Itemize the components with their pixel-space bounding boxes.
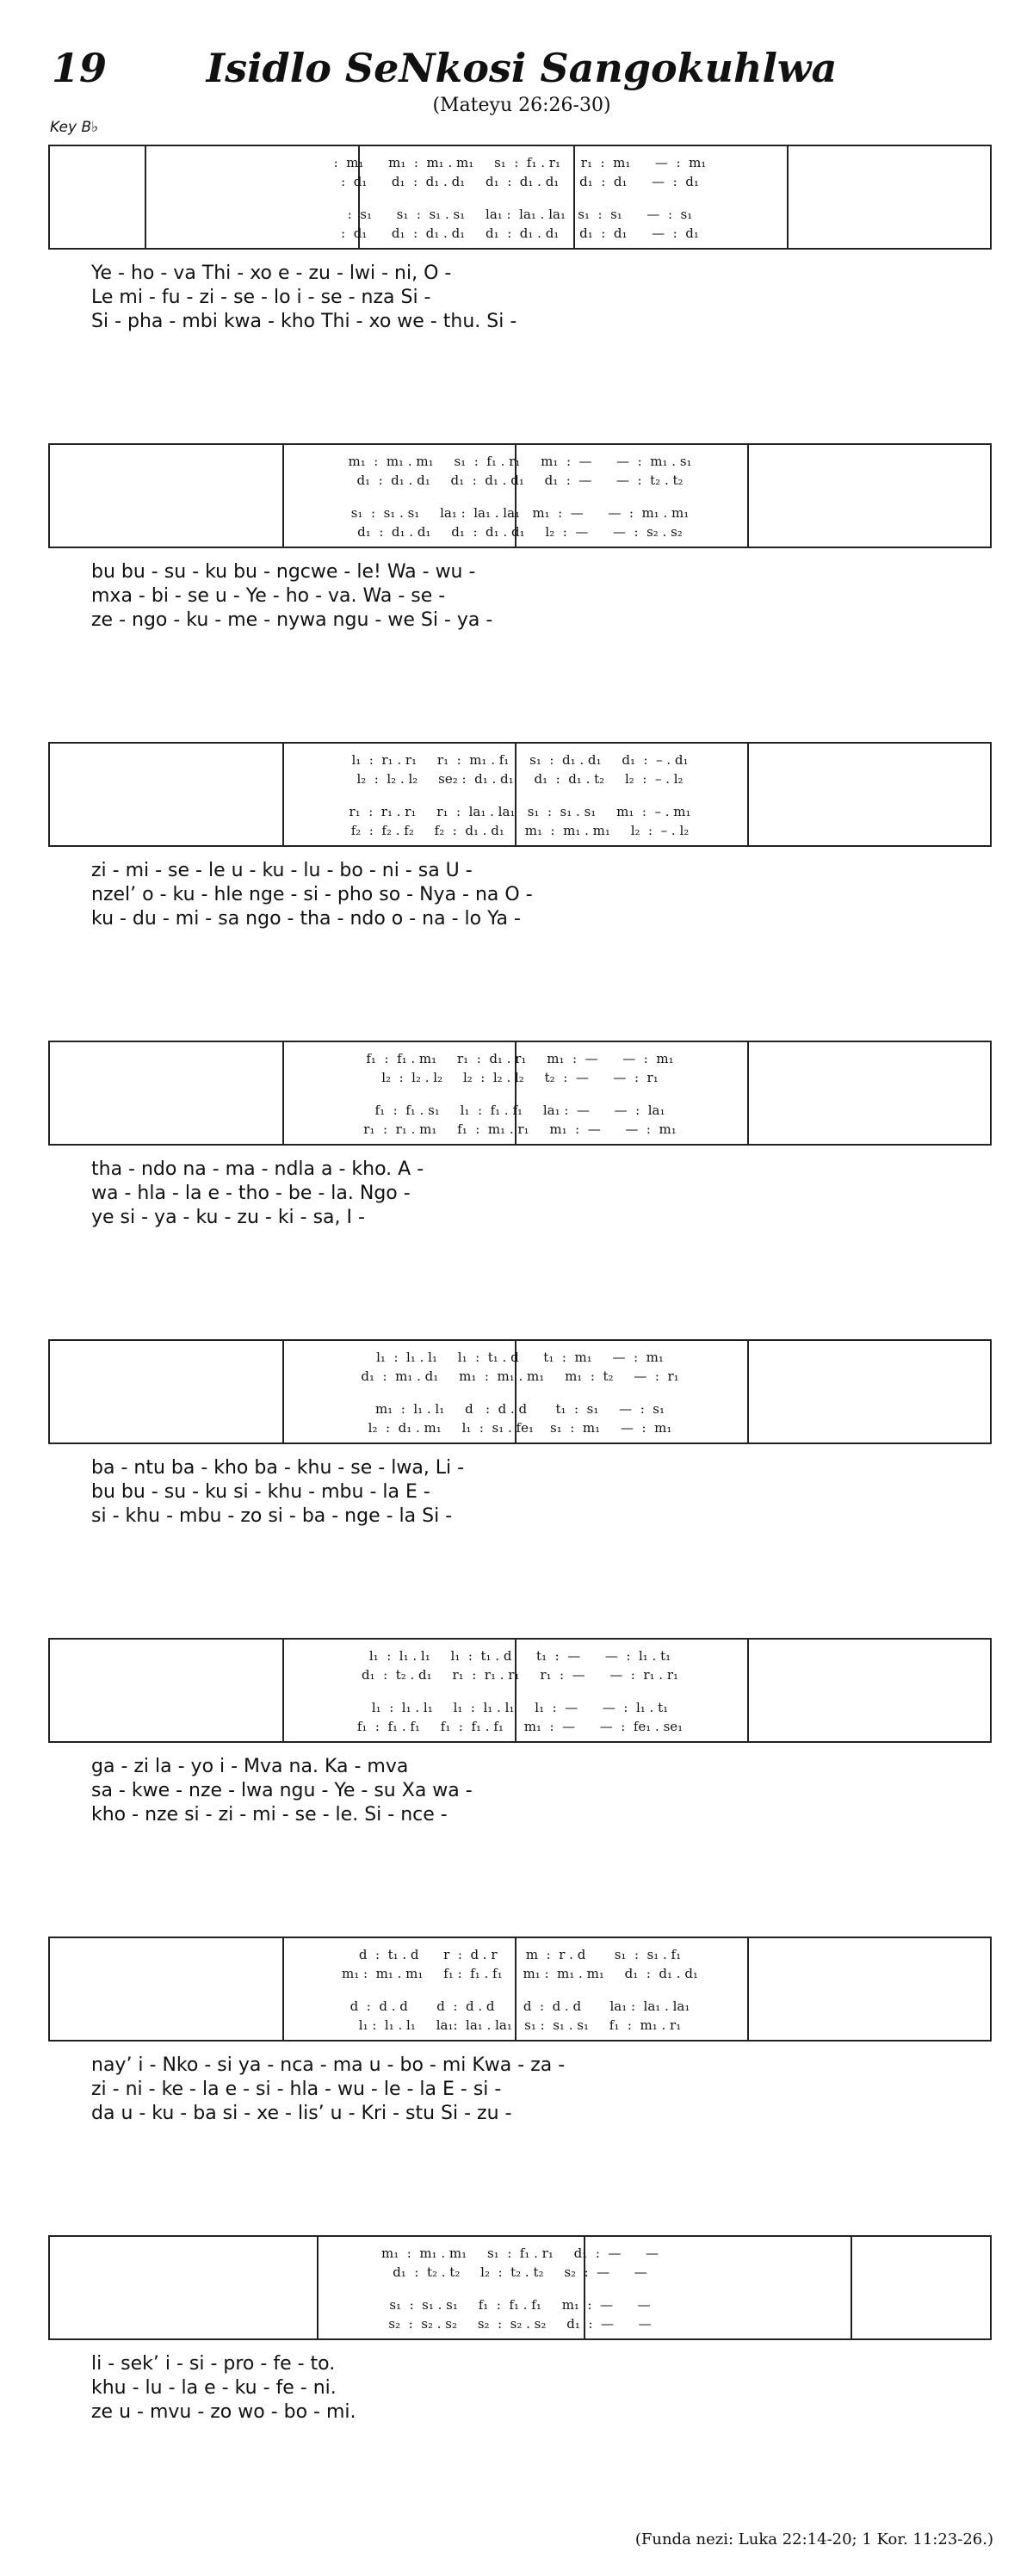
lyric-line: Le mi - fu - zi - se - lo i - se - nza Si -: [91, 287, 431, 308]
solfa-voice-row: [50, 1698, 990, 1717]
solfa-voice-row: [50, 1068, 990, 1087]
lyric-line: ye si - ya - ku - zu - ki - sa, I -: [91, 1207, 365, 1228]
lyrics-block: [48, 560, 992, 633]
tonic-solfa-staff: [48, 145, 992, 250]
lyric-line: ze u - mvu - zo wo - bo - mi.: [91, 2401, 356, 2423]
solfa-voice-row: [50, 1646, 990, 1665]
solfa-notes: d₁ : m₁ . d₁ m₁ : m₁ . m₁ m₁ : t₂ — : r₁: [361, 1368, 679, 1384]
tonic-solfa-staff: [48, 443, 992, 548]
lyric-line: bu bu - su - ku bu - ngcwe - le! Wa - wu -: [91, 561, 476, 583]
solfa-notes: l₂ : d₁ . m₁ l₁ : s₁ . fe₁ s₁ : m₁ — : m₁: [368, 1420, 672, 1436]
tonic-solfa-staff: [48, 2235, 992, 2340]
lyric-line: zi - mi - se - le u - ku - lu - bo - ni - sa U -: [91, 860, 473, 881]
music-system: [48, 1638, 992, 1827]
solfa-voice-row: [50, 1945, 990, 1964]
solfa-voice-row: [50, 452, 990, 471]
lyric-line: tha - ndo na - ma - ndla a - kho. A -: [91, 1158, 424, 1180]
lyric-line: Ye - ho - va Thi - xo e - zu - lwi - ni, O -: [91, 263, 452, 284]
solfa-notes: m₁ : m₁ . m₁ f₁ : f₁ . f₁ m₁ : m₁ . m₁ d₁ : d₁ . d₁: [342, 1966, 698, 1981]
solfa-voice-row: [50, 522, 990, 541]
music-system: [48, 1339, 992, 1529]
solfa-notes: : d₁ d₁ : d₁ . d₁ d₁ : d₁ . d₁ d₁ : d₁ — : d₁: [341, 225, 699, 241]
lyric-line: khu - lu - la e - ku - fe - ni.: [91, 2377, 337, 2399]
solfa-notes: l₁ : l₁ . l₁ l₁ : l₁ . l₁ l₁ : — — : l₁ . t₁: [371, 1700, 669, 1715]
solfa-voice-row: [50, 153, 990, 172]
solfa-voice-row: [50, 1120, 990, 1139]
lyric-line: zi - ni - ke - la e - si - hla - wu - le - la E - si -: [91, 2079, 502, 2100]
lyric-line: wa - hla - la e - tho - be - la. Ngo -: [91, 1183, 411, 1204]
solfa-notes: : s₁ s₁ : s₁ . s₁ la₁ : la₁ . la₁ s₁ : s₁ — : s₁: [347, 207, 693, 222]
solfa-voice-row: [50, 2295, 990, 2314]
lyric-line: ba - ntu ba - kho ba - khu - se - lwa, Li -: [91, 1457, 465, 1479]
solfa-voice-row: [50, 2314, 990, 2333]
lyric-line: bu bu - su - ku si - khu - mbu - la E -: [91, 1481, 430, 1503]
lyric-line: li - sek’ i - si - pro - fe - to.: [91, 2353, 336, 2375]
solfa-voice-row: [50, 802, 990, 821]
scripture-reference: (Mateyu 26:26-30): [432, 95, 611, 116]
solfa-notes: r₁ : r₁ . m₁ f₁ : m₁ . r₁ m₁ : — — : m₁: [363, 1121, 677, 1137]
key-signature: Key B♭: [50, 119, 99, 136]
solfa-voice-row: [50, 172, 990, 191]
solfa-notes: f₁ : f₁ . f₁ f₁ : f₁ . f₁ m₁ : — — : fe₁ . se₁: [356, 1719, 684, 1734]
solfa-notes: d₁ : d₁ . d₁ d₁ : d₁ . d₁ l₂ : — — : s₂ . s₂: [357, 524, 683, 540]
solfa-voice-row: [50, 1049, 990, 1068]
lyrics-block: [48, 859, 992, 931]
solfa-notes: l₂ : l₂ . l₂ l₂ : l₂ . l₂ t₂ : — — : r₁: [381, 1070, 659, 1085]
music-system: [48, 2235, 992, 2425]
lyric-line: da u - ku - ba si - xe - lis’ u - Kri - stu Si - zu -: [91, 2103, 512, 2124]
solfa-notes: s₁ : s₁ . s₁ f₁ : f₁ . f₁ m₁ : — —: [389, 2297, 651, 2313]
music-system: [48, 145, 992, 334]
lyric-line: kho - nze si - zi - mi - se - le. Si - nce -: [91, 1804, 448, 1825]
music-system: [48, 443, 992, 633]
solfa-voice-row: [50, 751, 990, 769]
solfa-voice-row: [50, 1418, 990, 1437]
lyric-line: ku - du - mi - sa ngo - tha - ndo o - na - lo Ya -: [91, 908, 521, 930]
lyrics-block: [48, 1456, 992, 1529]
solfa-voice-row: [50, 1717, 990, 1736]
solfa-voice-row: [50, 471, 990, 490]
footer-reference: (Funda nezi: Luka 22:14-20; 1 Kor. 11:23-26.): [634, 2530, 993, 2548]
solfa-notes: : d₁ d₁ : d₁ . d₁ d₁ : d₁ . d₁ d₁ : d₁ — : d₁: [341, 174, 699, 189]
solfa-voice-row: [50, 1348, 990, 1367]
tonic-solfa-staff: [48, 1041, 992, 1146]
solfa-notes: d : t₁ . d r : d . r m : r . d s₁ : s₁ . f₁: [358, 1947, 682, 1962]
hymn-header: [48, 43, 995, 125]
solfa-notes: d₁ : t₂ . d₁ r₁ : r₁ . r₁ r₁ : — — : r₁ . r₁: [361, 1667, 679, 1683]
solfa-notes: d : d . d d : d . d d : d . d la₁ : la₁ . la₁: [349, 1998, 690, 2014]
solfa-notes: l₁ : l₁ . l₁ l₁ : t₁ . d t₁ : — — : l₁ . t₁: [368, 1648, 671, 1664]
lyrics-block: [48, 262, 992, 334]
solfa-voice-row: [50, 503, 990, 522]
solfa-voice-row: [50, 1399, 990, 1418]
tonic-solfa-staff: [48, 1339, 992, 1444]
solfa-notes: s₂ : s₂ . s₂ s₂ : s₂ . s₂ d₁ : — —: [388, 2316, 652, 2332]
solfa-notes: d₁ : t₂ . t₂ l₂ : t₂ . t₂ s₂ : — —: [393, 2264, 647, 2280]
lyric-line: mxa - bi - se u - Ye - ho - va. Wa - se -: [91, 585, 446, 607]
music-system: [48, 1041, 992, 1230]
lyric-line: sa - kwe - nze - lwa ngu - Ye - su Xa wa -: [91, 1780, 473, 1801]
solfa-voice-row: [50, 1964, 990, 1983]
solfa-voice-row: [50, 1665, 990, 1684]
solfa-notes: r₁ : r₁ . r₁ r₁ : la₁ . la₁ s₁ : s₁ . s₁ m₁ : – . m₁: [349, 804, 691, 819]
lyric-line: si - khu - mbu - zo si - ba - nge - la Si -: [91, 1505, 453, 1527]
solfa-notes: d₁ : d₁ . d₁ d₁ : d₁ . d₁ d₁ : — — : t₂ . t₂: [356, 473, 684, 488]
hymn-number: 19: [52, 45, 108, 91]
solfa-voice-row: [50, 2016, 990, 2035]
lyrics-block: [48, 1158, 992, 1230]
lyrics-block: [48, 1755, 992, 1827]
solfa-notes: s₁ : s₁ . s₁ la₁ : la₁ . la₁ m₁ : — — : m₁ . m₁: [350, 505, 690, 521]
solfa-voice-row: [50, 1101, 990, 1120]
solfa-notes: m₁ : m₁ . m₁ s₁ : f₁ . r₁ m₁ : — — : m₁ . s₁: [348, 454, 692, 469]
lyric-line: Si - pha - mbi kwa - kho Thi - xo we - thu. Si -: [91, 311, 517, 332]
solfa-notes: f₂ : f₂ . f₂ f₂ : d₁ . d₁ m₁ : m₁ . m₁ l₂ : – . l₂: [350, 823, 690, 838]
solfa-voice-row: [50, 205, 990, 224]
hymn-title: Isidlo SeNkosi Sangokuhlwa: [206, 45, 838, 91]
lyrics-block: [48, 2352, 992, 2425]
solfa-voice-row: [50, 1367, 990, 1386]
solfa-notes: l₁ : r₁ . r₁ r₁ : m₁ . f₁ s₁ : d₁ . d₁ d₁ : – . d₁: [351, 752, 689, 768]
tonic-solfa-staff: [48, 1937, 992, 2042]
solfa-voice-row: [50, 224, 990, 243]
solfa-notes: f₁ : f₁ . s₁ l₁ : f₁ . f₁ la₁ : — — : la₁: [374, 1103, 665, 1118]
solfa-voice-row: [50, 2244, 990, 2263]
solfa-notes: m₁ : m₁ . m₁ s₁ : f₁ . r₁ d₁ : — —: [380, 2246, 659, 2261]
lyrics-block: [48, 2054, 992, 2126]
solfa-notes: l₁ : l₁ . l₁ la₁: la₁ . la₁ s₁ : s₁ . s₁ f₁ : m₁ . r₁: [358, 2017, 682, 2033]
solfa-notes: f₁ : f₁ . m₁ r₁ : d₁ . r₁ m₁ : — — : m₁: [366, 1051, 674, 1066]
solfa-notes: l₁ : l₁ . l₁ l₁ : t₁ . d t₁ : m₁ — : m₁: [376, 1350, 664, 1365]
lyric-line: ga - zi la - yo i - Mva na. Ka - mva: [91, 1756, 409, 1777]
solfa-notes: : m₁ m₁ : m₁ . m₁ s₁ : f₁ . r₁ r₁ : m₁ — : m₁: [333, 155, 707, 170]
solfa-voice-row: [50, 769, 990, 788]
lyric-line: nay’ i - Nko - si ya - nca - ma u - bo - mi Kwa - za -: [91, 2054, 566, 2076]
lyric-line: nzel’ o - ku - hle nge - si - pho so - Nya - na O -: [91, 884, 533, 905]
solfa-voice-row: [50, 1997, 990, 2016]
lyric-line: ze - ngo - ku - me - nywa ngu - we Si - ya -: [91, 609, 493, 631]
solfa-notes: m₁ : l₁ . l₁ d : d . d t₁ : s₁ — : s₁: [374, 1401, 665, 1417]
solfa-notes: l₂ : l₂ . l₂ se₂ : d₁ . d₁ d₁ : d₁ . t₂ l₂ : – . l₂: [356, 771, 684, 787]
music-system: [48, 1937, 992, 2126]
tonic-solfa-staff: [48, 1638, 992, 1743]
solfa-voice-row: [50, 821, 990, 840]
tonic-solfa-staff: [48, 742, 992, 847]
solfa-voice-row: [50, 2263, 990, 2282]
music-system: [48, 742, 992, 931]
